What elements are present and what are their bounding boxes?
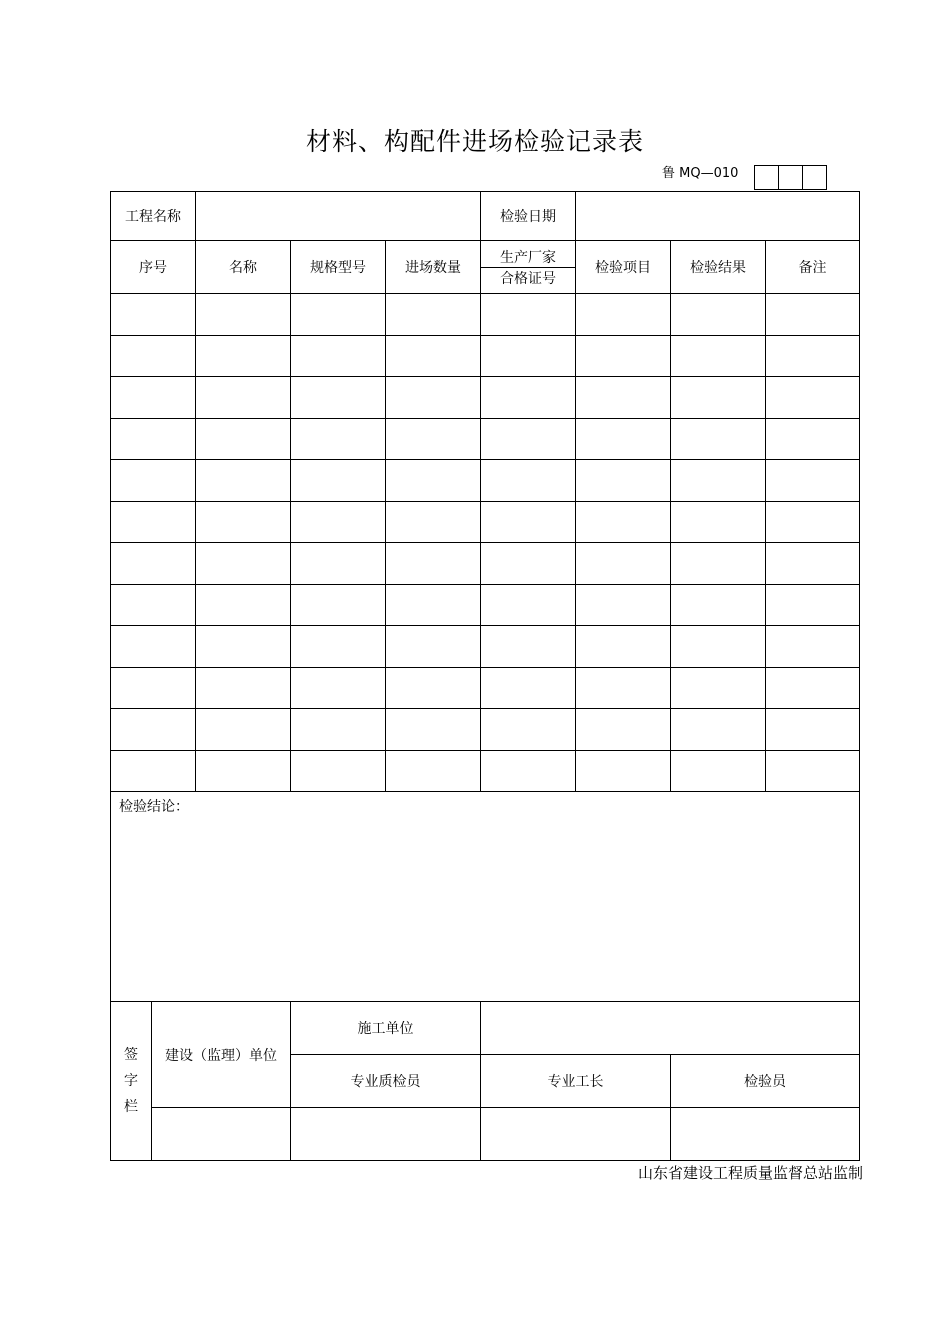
table-row: [111, 750, 860, 792]
table-cell[interactable]: [671, 418, 766, 460]
inspection-date-label: 检验日期: [481, 192, 576, 241]
table-cell[interactable]: [291, 667, 386, 709]
table-cell[interactable]: [576, 543, 671, 585]
table-cell[interactable]: [481, 750, 576, 792]
table-cell[interactable]: [111, 667, 196, 709]
table-cell[interactable]: [671, 626, 766, 668]
table-cell[interactable]: [196, 377, 291, 419]
supervision-signature-field[interactable]: [152, 1108, 291, 1161]
table-cell[interactable]: [111, 501, 196, 543]
table-cell[interactable]: [766, 501, 860, 543]
table-cell[interactable]: [291, 584, 386, 626]
table-cell[interactable]: [481, 418, 576, 460]
table-cell[interactable]: [386, 460, 481, 502]
footer-issuer: 山东省建设工程质量监督总站监制: [637, 1164, 863, 1182]
table-cell[interactable]: [576, 501, 671, 543]
table-cell[interactable]: [291, 543, 386, 585]
table-cell[interactable]: [111, 377, 196, 419]
col-header-certificate: 合格证号: [500, 270, 557, 287]
table-cell[interactable]: [386, 626, 481, 668]
conclusion-cell[interactable]: [111, 792, 860, 1002]
table-cell[interactable]: [766, 709, 860, 751]
table-cell[interactable]: [671, 335, 766, 377]
table-cell[interactable]: [481, 626, 576, 668]
table-cell[interactable]: [766, 418, 860, 460]
table-row: [111, 543, 860, 585]
inspector-signature-field[interactable]: [671, 1108, 860, 1161]
table-cell[interactable]: [481, 709, 576, 751]
table-cell[interactable]: [111, 750, 196, 792]
table-cell[interactable]: [576, 584, 671, 626]
table-cell[interactable]: [671, 543, 766, 585]
project-name-label: 工程名称: [111, 192, 196, 241]
table-cell[interactable]: [291, 626, 386, 668]
col-header-quantity: 进场数量: [386, 241, 481, 294]
table-cell[interactable]: [291, 460, 386, 502]
table-cell[interactable]: [671, 584, 766, 626]
col-header-seq: 序号: [111, 241, 196, 294]
table-row: [111, 418, 860, 460]
table-cell[interactable]: [766, 377, 860, 419]
table-cell[interactable]: [386, 294, 481, 336]
table-cell[interactable]: [671, 294, 766, 336]
table-cell[interactable]: [481, 460, 576, 502]
table-cell[interactable]: [766, 543, 860, 585]
table-cell[interactable]: [766, 584, 860, 626]
table-cell[interactable]: [291, 335, 386, 377]
table-row: [111, 460, 860, 502]
foreman-signature-field[interactable]: [481, 1108, 671, 1161]
table-cell[interactable]: [671, 667, 766, 709]
table-row: [111, 294, 860, 336]
table-cell[interactable]: [111, 335, 196, 377]
form-code: 鲁 MQ—010: [662, 166, 739, 181]
table-cell[interactable]: [481, 501, 576, 543]
table-cell[interactable]: [576, 750, 671, 792]
table-cell[interactable]: [481, 667, 576, 709]
table-row: [111, 335, 860, 377]
signature-section-label: [111, 1002, 152, 1161]
signature-label-char: 签: [124, 1047, 138, 1063]
conclusion-label: 检验结论：: [119, 799, 189, 815]
table-cell[interactable]: [386, 501, 481, 543]
table-cell[interactable]: [291, 418, 386, 460]
table-cell[interactable]: [766, 750, 860, 792]
inspection-table: [110, 191, 860, 1161]
table-cell[interactable]: [291, 709, 386, 751]
table-cell[interactable]: [196, 626, 291, 668]
table-cell[interactable]: [111, 584, 196, 626]
table-row: [111, 377, 860, 419]
table-cell[interactable]: [196, 709, 291, 751]
table-cell[interactable]: [766, 626, 860, 668]
table-cell[interactable]: [576, 626, 671, 668]
table-cell[interactable]: [196, 584, 291, 626]
col-header-remark: 备注: [766, 241, 860, 294]
table-cell[interactable]: [386, 709, 481, 751]
table-cell[interactable]: [576, 667, 671, 709]
quality-inspector-label: 专业质检员: [291, 1055, 481, 1108]
table-cell[interactable]: [291, 501, 386, 543]
code-boxes: [754, 165, 827, 190]
code-box[interactable]: [802, 165, 827, 190]
table-cell[interactable]: [291, 377, 386, 419]
table-cell[interactable]: [671, 750, 766, 792]
table-cell[interactable]: [576, 418, 671, 460]
table-cell[interactable]: [111, 460, 196, 502]
table-cell[interactable]: [671, 377, 766, 419]
table-cell[interactable]: [386, 667, 481, 709]
table-cell[interactable]: [291, 294, 386, 336]
table-cell[interactable]: [196, 750, 291, 792]
table-cell[interactable]: [481, 543, 576, 585]
table-cell[interactable]: [576, 294, 671, 336]
table-cell[interactable]: [576, 460, 671, 502]
col-header-name: 名称: [196, 241, 291, 294]
table-cell[interactable]: [481, 584, 576, 626]
table-cell[interactable]: [481, 335, 576, 377]
table-cell[interactable]: [111, 626, 196, 668]
table-cell[interactable]: [386, 543, 481, 585]
table-cell[interactable]: [111, 709, 196, 751]
signature-label-char: 字: [124, 1073, 138, 1089]
table-cell[interactable]: [766, 667, 860, 709]
table-cell[interactable]: [576, 377, 671, 419]
foreman-label: 专业工长: [481, 1055, 671, 1108]
table-cell[interactable]: [766, 460, 860, 502]
table-cell[interactable]: [386, 584, 481, 626]
table-cell[interactable]: [196, 460, 291, 502]
table-cell[interactable]: [386, 750, 481, 792]
inspection-date-field[interactable]: [576, 192, 860, 241]
table-cell[interactable]: [671, 501, 766, 543]
table-row: [111, 626, 860, 668]
table-cell[interactable]: [671, 709, 766, 751]
table-cell[interactable]: [291, 750, 386, 792]
table-row: [111, 501, 860, 543]
table-cell[interactable]: [111, 418, 196, 460]
table-cell[interactable]: [766, 294, 860, 336]
construction-unit-label: 施工单位: [291, 1002, 481, 1055]
table-cell[interactable]: [196, 667, 291, 709]
col-header-manufacturer-certificate: [481, 241, 576, 294]
code-box[interactable]: [754, 165, 779, 190]
table-cell[interactable]: [196, 294, 291, 336]
table-cell[interactable]: [386, 418, 481, 460]
signature-label-char: 栏: [124, 1099, 138, 1115]
supervision-unit-label: 建设（监理）单位: [152, 1002, 291, 1108]
table-cell[interactable]: [196, 418, 291, 460]
col-header-item: 检验项目: [576, 241, 671, 294]
inspector-label: 检验员: [671, 1055, 860, 1108]
table-cell[interactable]: [196, 501, 291, 543]
table-cell[interactable]: [766, 335, 860, 377]
table-cell[interactable]: [386, 377, 481, 419]
project-name-field[interactable]: [196, 192, 481, 241]
table-cell[interactable]: [196, 335, 291, 377]
col-header-spec: 规格型号: [291, 241, 386, 294]
table-cell[interactable]: [481, 294, 576, 336]
code-box[interactable]: [778, 165, 803, 190]
table-cell[interactable]: [576, 709, 671, 751]
col-header-result: 检验结果: [671, 241, 766, 294]
table-row: [111, 584, 860, 626]
table-cell[interactable]: [111, 294, 196, 336]
table-row: [111, 667, 860, 709]
table-cell[interactable]: [481, 377, 576, 419]
table-cell[interactable]: [386, 335, 481, 377]
table-row: [111, 709, 860, 751]
table-cell[interactable]: [196, 543, 291, 585]
construction-unit-field[interactable]: [481, 1002, 860, 1055]
table-cell[interactable]: [576, 335, 671, 377]
page-title: 材料、构配件进场检验记录表: [305, 127, 644, 156]
table-cell[interactable]: [671, 460, 766, 502]
col-header-manufacturer: 生产厂家: [481, 247, 575, 268]
table-cell[interactable]: [111, 543, 196, 585]
quality-inspector-signature-field[interactable]: [291, 1108, 481, 1161]
